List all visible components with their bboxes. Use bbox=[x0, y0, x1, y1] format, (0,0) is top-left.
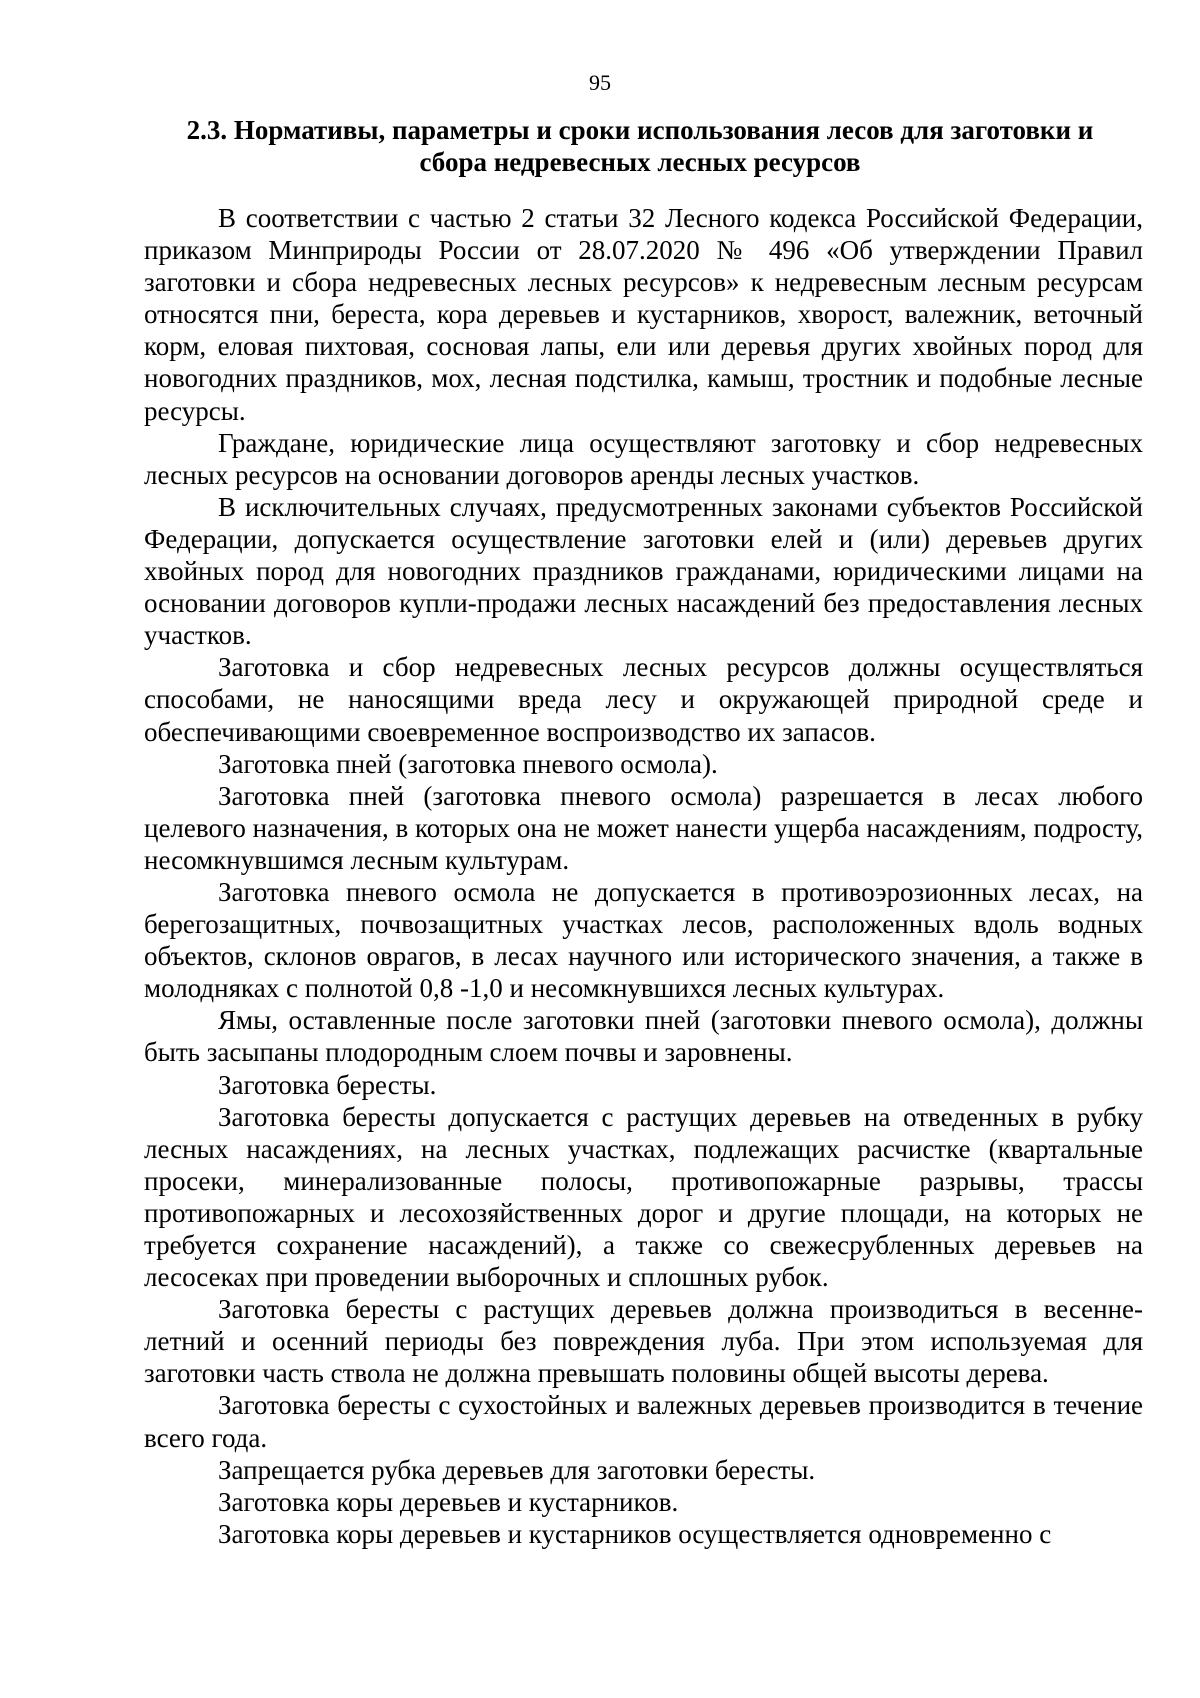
paragraph: Заготовка бересты допускается с растущих деревьев на отведенных в рубку лесных насаждениях, на лесных участках, подлежащих расчистке (квартальные просеки, минерализованные полосы, противопожарные разрывы, трассы противопожарных и лесохозяйственных дорог и другие площади, на которых не требуется сохранение насаждений), а также со свежесрубленных деревьев на лесосеках при проведении выборочных и сплошных рубок. bbox=[144, 1101, 1143, 1293]
paragraph: Заготовка бересты с растущих деревьев должна производиться в весенне-летний и осенний периоды без повреждения луба. При этом используемая для заготовки часть ствола не должна превышать половины общей высоты дерева. bbox=[144, 1294, 1143, 1389]
section-heading bbox=[140, 114, 1140, 178]
section-heading-line-1: 2.3. Нормативы, параметры и сроки использования лесов для заготовки и bbox=[186, 115, 1094, 145]
paragraph: Заготовка пневого осмола не допускается в противоэрозионных лесах, на берегозащитных, почвозащитных участках лесов, расположенных вдоль водных объектов, склонов оврагов, в лесах научного или исторического значения, а также в молодняках с полнотой 0,8 -1,0 и несомкнувшихся лесных культурах. bbox=[144, 876, 1143, 1004]
paragraph: Заготовка пней (заготовка пневого осмола). bbox=[218, 748, 718, 779]
body-text bbox=[144, 202, 1143, 1550]
paragraph: Заготовка и сбор недревесных лесных ресурсов должны осуществляться способами, не наносящими вреда лесу и окружающей природной среде и обеспечивающими своевременное воспроизводство их запасов. bbox=[144, 652, 1143, 747]
paragraph: Запрещается рубка деревьев для заготовки бересты. bbox=[218, 1454, 816, 1485]
paragraph: Ямы, оставленные после заготовки пней (заготовки пневого осмола), должны быть засыпаны плодородным слоем почвы и заровнены. bbox=[144, 1005, 1143, 1068]
section-heading-line-2: сбора недревесных лесных ресурсов bbox=[419, 147, 861, 177]
paragraph: Граждане, юридические лица осуществляют заготовку и сбор недревесных лесных ресурсов на основании договоров аренды лесных участков. bbox=[144, 427, 1143, 490]
paragraph: Заготовка пней (заготовка пневого осмола) разрешается в лесах любого целевого назначения, в которых она не может нанести ущерба насаждениям, подросту, несомкнувшимся лесным культурам. bbox=[144, 780, 1143, 875]
paragraph: Заготовка коры деревьев и кустарников. bbox=[218, 1486, 679, 1517]
paragraph: Заготовка бересты с сухостойных и валежных деревьев производится в течение всего года. bbox=[144, 1390, 1143, 1453]
page-number: 95 bbox=[589, 70, 611, 95]
paragraph: Заготовка коры деревьев и кустарников осуществляется одновременно с bbox=[218, 1518, 1052, 1549]
paragraph: В исключительных случаях, предусмотренных законами субъектов Российской Федерации, допускается осуществление заготовки елей и (или) деревьев других хвойных пород для новогодних праздников гражданами, юридическими лицами на основании договоров купли-продажи лесных насаждений без предоставления лесных участков. bbox=[144, 491, 1143, 651]
paragraph: В соответствии с частью 2 статьи 32 Лесного кодекса Российской Федерации, приказом Минприроды России от 28.07.2020 № 496 «Об утверждении Правил заготовки и сбора недревесных лесных ресурсов» к недревесным лесным ресурсам относятся пни, береста, кора деревьев и кустарников, хворост, валежник, веточный корм, еловая пихтовая, сосновая лапы, ели или деревья других хвойных пород для новогодних праздников, мох, лесная подстилка, камыш, тростник и подобные лесные ресурсы. bbox=[144, 203, 1143, 426]
paragraph: Заготовка бересты. bbox=[218, 1069, 437, 1100]
